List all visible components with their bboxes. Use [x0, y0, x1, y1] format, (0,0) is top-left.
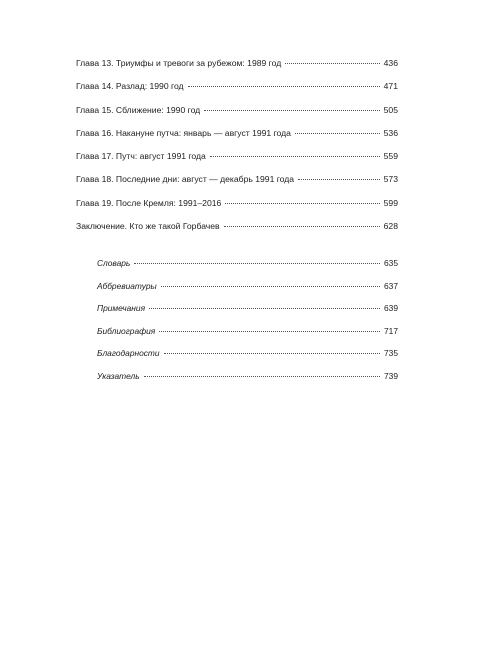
toc-entry-glossary [97, 257, 398, 269]
dot-leader [225, 203, 379, 204]
dot-leader [164, 353, 380, 354]
toc-entry-title: Глава 17. Путч: август 1991 года [76, 151, 206, 162]
dot-leader [159, 331, 380, 332]
toc-entry-page: 505 [383, 104, 398, 115]
toc-entry-chapter-16 [76, 127, 398, 139]
toc-entry-title: Глава 15. Сближение: 1990 год [76, 104, 201, 115]
toc-entry-page: 635 [384, 258, 398, 268]
toc-back-matter [97, 257, 398, 393]
toc-entry-notes [97, 302, 398, 314]
toc-entry-bibliography [97, 325, 398, 337]
toc-entry-title: Глава 19. После Кремля: 1991–2016 [76, 197, 222, 208]
dot-leader [161, 286, 380, 287]
dot-leader [188, 86, 380, 87]
toc-entry-page: 739 [384, 370, 398, 381]
toc-entry-chapter-14 [76, 80, 398, 92]
toc-entry-page: 573 [383, 174, 398, 185]
toc-entry-page: 536 [383, 127, 398, 138]
toc-entry-page: 559 [383, 151, 398, 162]
dot-leader [144, 376, 380, 377]
dot-leader [285, 63, 379, 64]
toc-entry-title: Аббревиатуры [97, 280, 157, 291]
toc-chapters [76, 57, 398, 243]
toc-entry-acknowledgments [97, 347, 398, 359]
toc-entry-page: 471 [383, 81, 398, 92]
toc-entry-page: 628 [383, 221, 398, 232]
toc-entry-page: 717 [384, 325, 398, 336]
toc-entry-page: 599 [383, 197, 398, 208]
dot-leader [210, 156, 380, 157]
toc-entry-chapter-17 [76, 150, 398, 162]
toc-entry-index [97, 370, 398, 382]
toc-entry-chapter-19 [76, 197, 398, 209]
toc-entry-chapter-13 [76, 57, 398, 69]
toc-entry-title: Глава 16. Накануне путча: январь — август 1991 года [76, 127, 291, 138]
toc-entry-title: Словарь [97, 258, 131, 268]
toc-entry-title: Глава 18. Последние дни: август — декабрь 1991 года [76, 174, 295, 185]
toc-entry-page: 639 [384, 303, 398, 314]
toc-entry-title: Примечания [97, 303, 146, 314]
toc-entry-abbreviations [97, 280, 398, 292]
toc-entry-conclusion [76, 220, 398, 232]
toc-entry-page: 436 [383, 58, 398, 68]
dot-leader [204, 110, 379, 111]
toc-entry-title: Глава 13. Триумфы и тревоги за рубежом: 1989 год [76, 58, 282, 68]
dot-leader [295, 133, 380, 134]
dot-leader [298, 179, 380, 180]
dot-leader [224, 226, 380, 227]
dot-leader [149, 308, 380, 309]
toc-entry-chapter-18 [76, 173, 398, 185]
toc-entry-page: 735 [384, 348, 398, 359]
toc-entry-title: Благодарности [97, 348, 160, 359]
toc-entry-page: 637 [384, 280, 398, 291]
toc-entry-title: Глава 14. Разлад: 1990 год [76, 81, 184, 92]
toc-entry-title: Заключение. Кто же такой Горбачев [76, 221, 220, 232]
toc-entry-title: Указатель [97, 370, 140, 381]
toc-entry-title: Библиография [97, 325, 156, 336]
toc-entry-chapter-15 [76, 104, 398, 116]
dot-leader [134, 263, 380, 264]
